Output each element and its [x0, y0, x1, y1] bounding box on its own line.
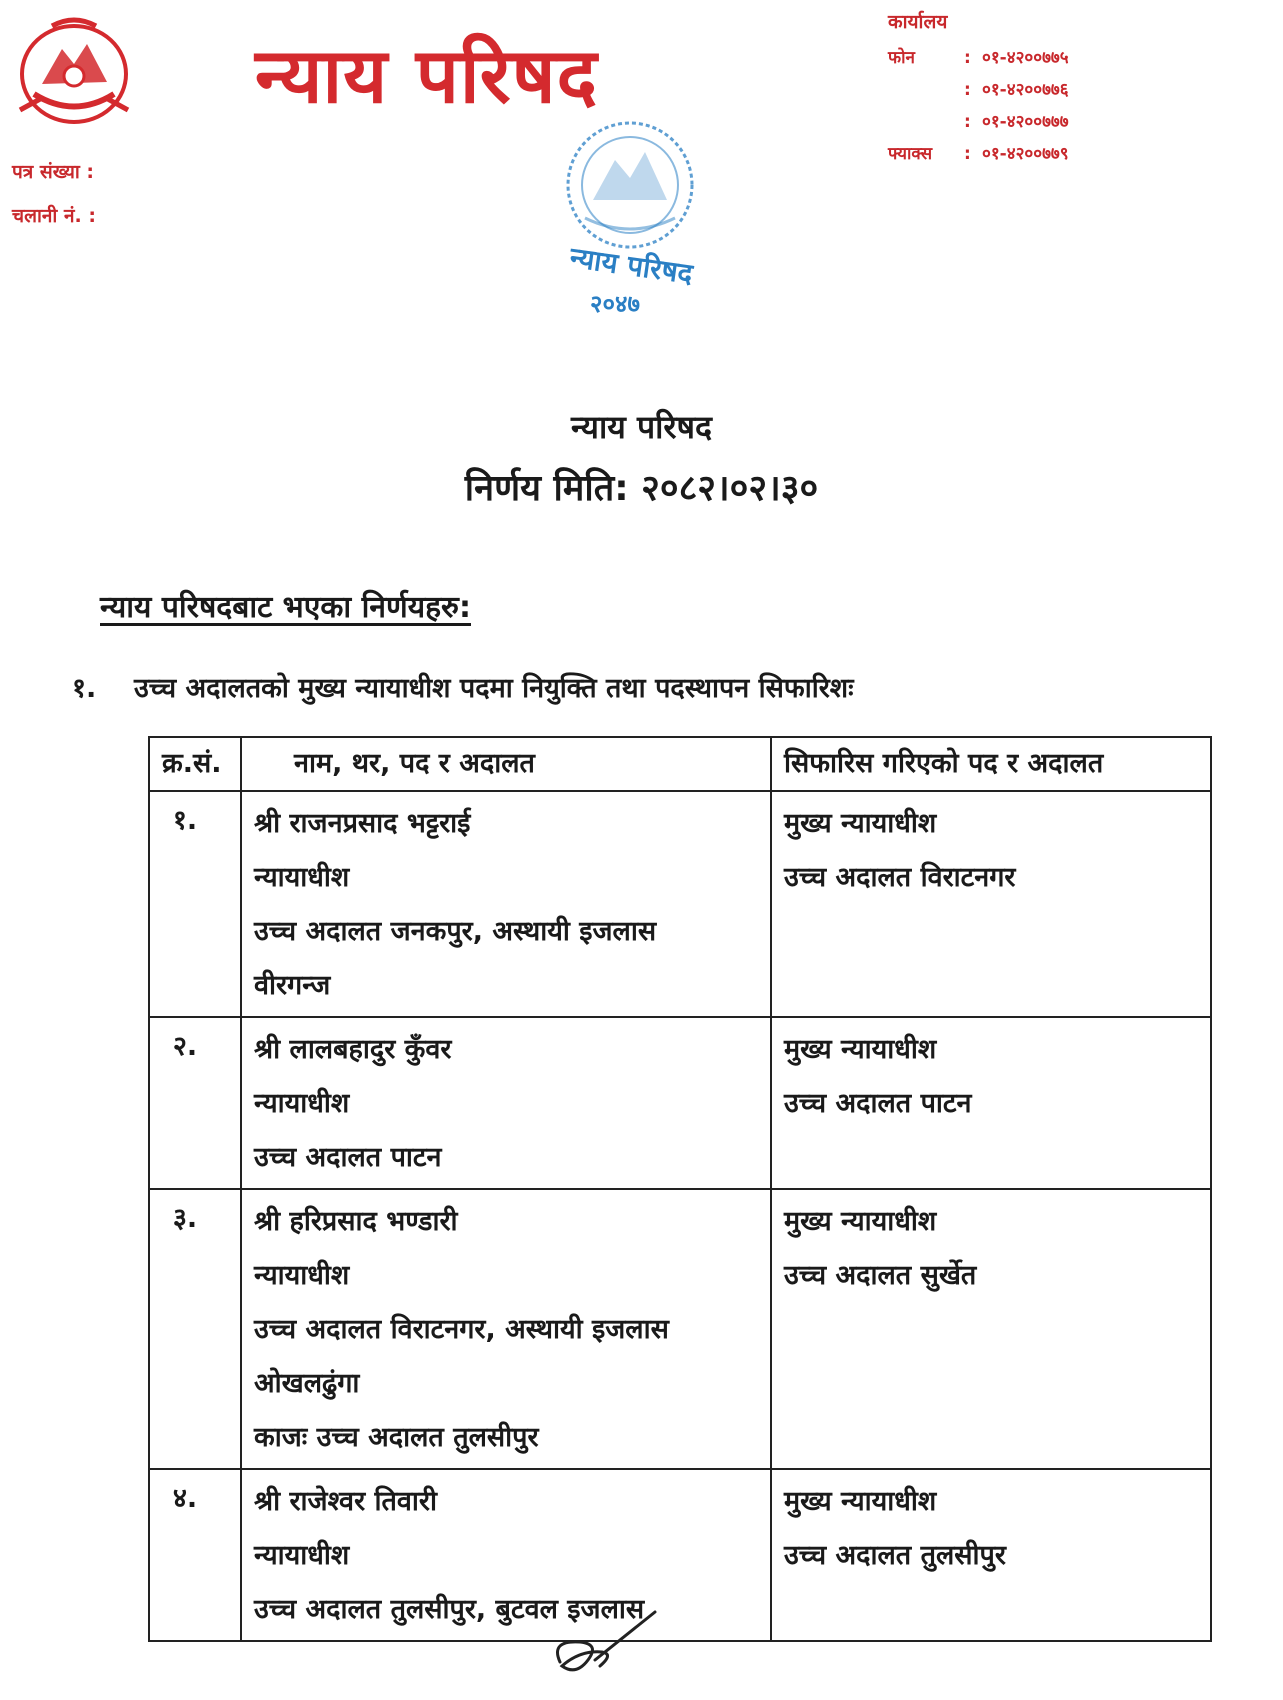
rec-line: मुख्य न्यायाधीश — [784, 1034, 937, 1065]
seal-text: न्याय परिषद — [567, 240, 695, 291]
name-line: उच्च अदालत विराटनगर, अस्थायी इजलास — [254, 1314, 669, 1345]
contact-label: फोन — [888, 48, 915, 68]
row-serial: ४. — [149, 1469, 241, 1641]
table-row — [149, 1189, 1211, 1469]
name-line: श्री राजेश्वर तिवारी — [254, 1486, 437, 1517]
row-serial: ३. — [149, 1189, 241, 1469]
rec-line: मुख्य न्यायाधीश — [784, 808, 937, 839]
seal-year: २०४७ — [590, 290, 640, 318]
name-line: न्यायाधीश — [254, 1260, 350, 1291]
name-line: उच्च अदालत जनकपुर, अस्थायी इजलास — [254, 916, 657, 947]
name-line: श्री राजनप्रसाद भट्टराई — [254, 808, 471, 839]
header-name: नाम, थर, पद र अदालत — [241, 737, 771, 791]
nepal-emblem-icon — [12, 14, 142, 134]
office-label: कार्यालय — [888, 11, 948, 33]
contact-number: ०१-४२००७७७ — [982, 112, 1069, 132]
document-title: न्याय परिषद — [570, 408, 713, 446]
row-recommended-cell — [771, 1469, 1211, 1641]
contact-number: ०१-४२००७७६ — [982, 80, 1069, 100]
row-recommended-cell — [771, 791, 1211, 1017]
decision-date: निर्णय मिति: २०८२।०२।३० — [464, 468, 819, 509]
header-recommended: सिफारिस गरिएको पद र अदालत — [771, 737, 1211, 791]
name-line: उच्च अदालत पाटन — [254, 1142, 442, 1173]
rec-line: उच्च अदालत विराटनगर — [784, 862, 1016, 893]
contact-row: : ०१-४२००७७६ — [888, 74, 1069, 106]
table-row — [149, 1017, 1211, 1189]
organization-name: न्याय परिषद — [255, 31, 598, 120]
contact-row: फ्याक्स : ०१-४२००७७९ — [888, 138, 1069, 170]
dispatch-number-label: चलानी नं. : — [12, 205, 96, 227]
rec-line: मुख्य न्यायाधीश — [784, 1206, 937, 1237]
rec-line: उच्च अदालत पाटन — [784, 1088, 972, 1119]
item-title: उच्च अदालतको मुख्य न्यायाधीश पदमा नियुक्ति तथा पदस्थापन सिफारिशः — [134, 673, 854, 704]
row-name-cell — [241, 1017, 771, 1189]
row-name-cell — [241, 1469, 771, 1641]
contact-row: फोन : ०१-४२००७७५ — [888, 42, 1069, 74]
decisions-subheading: न्याय परिषदबाट भएका निर्णयहरु: — [100, 590, 471, 625]
contact-number: ०१-४२००७७५ — [982, 48, 1069, 68]
name-line: श्री लालबहादुर कुँवर — [254, 1034, 452, 1065]
name-line: ओखलढुंगा — [254, 1368, 360, 1399]
name-line: वीरगन्ज — [254, 970, 331, 1001]
name-line: श्री हरिप्रसाद भण्डारी — [254, 1206, 458, 1237]
table-header-row — [149, 737, 1211, 791]
row-recommended-cell — [771, 1017, 1211, 1189]
ref-number-label: पत्र संख्या : — [12, 161, 95, 183]
name-line: न्यायाधीश — [254, 1540, 350, 1571]
name-line: न्यायाधीश — [254, 862, 350, 893]
contact-block — [888, 42, 1069, 170]
table-row — [149, 791, 1211, 1017]
reference-block — [12, 150, 96, 238]
rec-line: उच्च अदालत तुलसीपुर — [784, 1540, 1006, 1571]
rec-line: उच्च अदालत सुर्खेत — [784, 1260, 977, 1291]
name-line: उच्च अदालत तुलसीपुर, बुटवल इजलास — [254, 1594, 645, 1625]
judicial-council-seal-icon — [535, 100, 725, 330]
contact-label: फ्याक्स — [888, 144, 933, 164]
signature-icon — [540, 1600, 670, 1690]
item-heading — [72, 668, 854, 705]
item-number: १. — [72, 673, 97, 704]
recommendation-table — [148, 736, 1212, 1642]
row-serial: २. — [149, 1017, 241, 1189]
contact-number: ०१-४२००७७९ — [982, 144, 1069, 164]
row-recommended-cell — [771, 1189, 1211, 1469]
table-row — [149, 1469, 1211, 1641]
rec-line: मुख्य न्यायाधीश — [784, 1486, 937, 1517]
row-name-cell — [241, 791, 771, 1017]
header-serial: क्र.सं. — [149, 737, 241, 791]
row-name-cell — [241, 1189, 771, 1469]
name-line: न्यायाधीश — [254, 1088, 350, 1119]
name-line: काजः उच्च अदालत तुलसीपुर — [254, 1422, 539, 1453]
row-serial: १. — [149, 791, 241, 1017]
contact-row: : ०१-४२००७७७ — [888, 106, 1069, 138]
